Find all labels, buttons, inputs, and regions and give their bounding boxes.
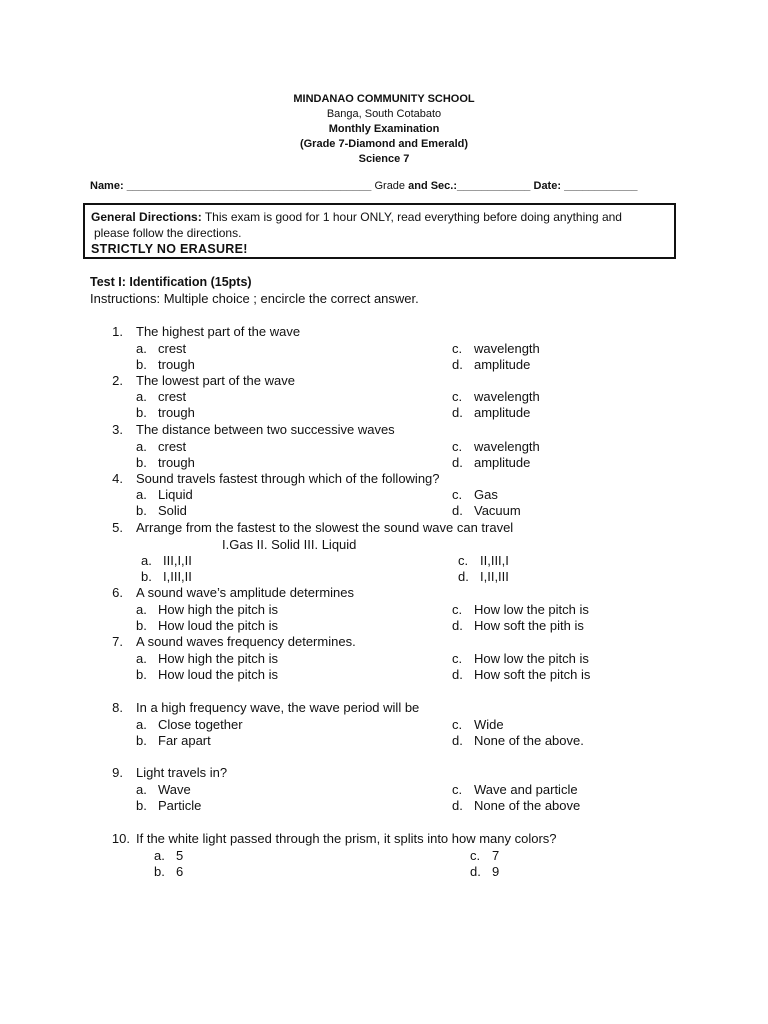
school-name: MINDANAO COMMUNITY SCHOOL bbox=[293, 93, 475, 105]
question-text: A sound wave’s amplitude determines bbox=[136, 585, 354, 600]
choice-c-letter: c. bbox=[452, 439, 463, 454]
question-subtext: I.Gas II. Solid III. Liquid bbox=[222, 537, 357, 552]
choice-b-text[interactable]: How loud the pitch is bbox=[158, 667, 278, 682]
general-directions-box bbox=[83, 203, 676, 259]
question-number: 2. bbox=[112, 373, 123, 388]
question-text: The highest part of the wave bbox=[136, 324, 301, 339]
date-label: Date: bbox=[533, 180, 562, 192]
choice-d-letter: d. bbox=[452, 733, 463, 748]
question-text: Arrange from the fastest to the slowest the sound wave can travel bbox=[136, 520, 514, 535]
question-number: 7. bbox=[112, 634, 123, 649]
question-text: A sound waves frequency determines. bbox=[136, 634, 356, 649]
test-instructions: Instructions: Multiple choice ; encircle the correct answer. bbox=[90, 291, 419, 306]
choice-a-text[interactable]: Liquid bbox=[158, 487, 193, 502]
choice-c-text[interactable]: Gas bbox=[474, 487, 498, 502]
choice-a-letter: a. bbox=[141, 553, 152, 568]
name-label: Name: bbox=[90, 180, 124, 192]
choice-b-text[interactable]: trough bbox=[158, 455, 195, 470]
choice-a-text[interactable]: crest bbox=[158, 439, 187, 454]
choice-d-text[interactable]: Vacuum bbox=[474, 503, 521, 518]
choice-d-letter: d. bbox=[452, 798, 463, 813]
section-label: and Sec.: bbox=[408, 180, 458, 192]
question-number: 4. bbox=[112, 471, 123, 486]
choice-c-text[interactable]: II,III,I bbox=[480, 553, 509, 568]
question-number: 1. bbox=[112, 324, 123, 339]
choice-a-text[interactable]: Wave bbox=[158, 782, 191, 797]
question-text: The distance between two successive waves bbox=[136, 422, 395, 437]
section-blank: ____________ bbox=[457, 180, 531, 192]
directions-text-2: please follow the directions. bbox=[94, 226, 242, 240]
name-blank: ________________________________________ bbox=[126, 180, 372, 192]
question-number: 8. bbox=[112, 700, 123, 715]
choice-d-text[interactable]: None of the above bbox=[474, 798, 581, 813]
question-number: 5. bbox=[112, 520, 123, 535]
choice-c-text[interactable]: How low the pitch is bbox=[474, 651, 589, 666]
exam-title: Monthly Examination bbox=[328, 123, 440, 135]
choice-b-letter: b. bbox=[136, 798, 147, 813]
choice-a-letter: a. bbox=[136, 782, 147, 797]
choice-a-letter: a. bbox=[136, 487, 147, 502]
choice-a-text[interactable]: How high the pitch is bbox=[158, 651, 278, 666]
question-text: If the white light passed through the prism, it splits into how many colors? bbox=[136, 831, 557, 846]
choice-b-text[interactable]: trough bbox=[158, 357, 195, 372]
school-location: Banga, South Cotabato bbox=[326, 108, 442, 120]
choice-a-letter: a. bbox=[154, 848, 165, 863]
choice-d-letter: d. bbox=[458, 569, 469, 584]
date-blank: ____________ bbox=[564, 180, 638, 192]
choice-b-letter: b. bbox=[154, 864, 165, 879]
question-text: Sound travels fastest through which of the following? bbox=[136, 471, 440, 486]
choice-c-letter: c. bbox=[470, 848, 481, 863]
choice-a-text[interactable]: Close together bbox=[158, 717, 243, 732]
choice-c-text[interactable]: Wave and particle bbox=[474, 782, 578, 797]
choice-c-letter: c. bbox=[452, 651, 463, 666]
choice-a-letter: a. bbox=[136, 341, 147, 356]
subject-title: Science 7 bbox=[358, 153, 410, 165]
question-number: 3. bbox=[112, 422, 123, 437]
choice-c-letter: c. bbox=[452, 602, 463, 617]
choice-d-letter: d. bbox=[452, 618, 463, 633]
choice-d-text[interactable]: How soft the pitch is bbox=[474, 667, 591, 682]
choice-b-letter: b. bbox=[136, 455, 147, 470]
directions-label: General Directions: bbox=[91, 210, 202, 224]
choice-b-letter: b. bbox=[141, 569, 152, 584]
choice-d-letter: d. bbox=[452, 357, 463, 372]
choice-b-text[interactable]: trough bbox=[158, 405, 195, 420]
choice-a-text[interactable]: III,I,II bbox=[163, 553, 192, 568]
choice-d-text[interactable]: amplitude bbox=[474, 357, 531, 372]
choice-c-letter: c. bbox=[452, 341, 463, 356]
choice-b-letter: b. bbox=[136, 667, 147, 682]
choice-c-text[interactable]: Wide bbox=[474, 717, 504, 732]
choice-d-letter: d. bbox=[470, 864, 481, 879]
choice-d-text[interactable]: None of the above. bbox=[474, 733, 584, 748]
choice-d-text[interactable]: How soft the pith is bbox=[474, 618, 584, 633]
choice-d-text[interactable]: amplitude bbox=[474, 455, 531, 470]
choice-d-text[interactable]: I,II,III bbox=[480, 569, 509, 584]
choice-b-letter: b. bbox=[136, 405, 147, 420]
no-erasure-warning: STRICTLY NO ERASURE! bbox=[91, 242, 248, 256]
question-text: Light travels in? bbox=[136, 765, 228, 780]
choice-a-letter: a. bbox=[136, 602, 147, 617]
choice-d-letter: d. bbox=[452, 405, 463, 420]
choice-b-letter: b. bbox=[136, 503, 147, 518]
choice-c-text[interactable]: How low the pitch is bbox=[474, 602, 589, 617]
choice-b-text[interactable]: How loud the pitch is bbox=[158, 618, 278, 633]
choice-c-letter: c. bbox=[458, 553, 469, 568]
choice-a-letter: a. bbox=[136, 439, 147, 454]
question-text: The lowest part of the wave bbox=[136, 373, 295, 388]
choice-a-text[interactable]: 5 bbox=[176, 848, 184, 863]
choice-c-text[interactable]: wavelength bbox=[474, 341, 540, 356]
question-text: In a high frequency wave, the wave period will be bbox=[136, 700, 420, 715]
choice-d-text[interactable]: 9 bbox=[492, 864, 500, 879]
choice-a-letter: a. bbox=[136, 651, 147, 666]
choice-a-text[interactable]: crest bbox=[158, 341, 187, 356]
choice-a-text[interactable]: How high the pitch is bbox=[158, 602, 278, 617]
choice-b-letter: b. bbox=[136, 618, 147, 633]
question-number: 6. bbox=[112, 585, 123, 600]
choice-b-text[interactable]: Far apart bbox=[158, 733, 211, 748]
choice-c-text[interactable]: wavelength bbox=[474, 439, 540, 454]
choice-d-text[interactable]: amplitude bbox=[474, 405, 531, 420]
student-info-line bbox=[90, 180, 638, 192]
choice-a-text[interactable]: crest bbox=[158, 389, 187, 404]
choice-c-letter: c. bbox=[452, 389, 463, 404]
choice-a-letter: a. bbox=[136, 389, 147, 404]
question-number: 10. bbox=[111, 831, 130, 846]
choice-d-letter: d. bbox=[452, 455, 463, 470]
directions-text-1: This exam is good for 1 hour ONLY, read everything before doing anything and bbox=[201, 210, 622, 224]
choice-b-text[interactable]: I,III,II bbox=[163, 569, 192, 584]
choice-b-text[interactable]: Particle bbox=[158, 798, 202, 813]
choice-c-letter: c. bbox=[452, 487, 463, 502]
test-title: Test I: Identification (15pts) bbox=[90, 275, 252, 289]
choice-b-letter: b. bbox=[136, 733, 147, 748]
choice-d-letter: d. bbox=[452, 503, 463, 518]
grade-sections: (Grade 7-Diamond and Emerald) bbox=[299, 138, 469, 150]
directions-line-1 bbox=[91, 210, 622, 224]
choice-c-letter: c. bbox=[452, 717, 463, 732]
grade-label: Grade bbox=[374, 180, 406, 192]
choice-c-text[interactable]: wavelength bbox=[474, 389, 540, 404]
choice-c-letter: c. bbox=[452, 782, 463, 797]
choice-a-letter: a. bbox=[136, 717, 147, 732]
choice-b-letter: b. bbox=[136, 357, 147, 372]
choice-d-letter: d. bbox=[452, 667, 463, 682]
choice-c-text[interactable]: 7 bbox=[492, 848, 500, 863]
choice-b-text[interactable]: Solid bbox=[158, 503, 187, 518]
question-number: 9. bbox=[112, 765, 123, 780]
choice-b-text[interactable]: 6 bbox=[176, 864, 184, 879]
